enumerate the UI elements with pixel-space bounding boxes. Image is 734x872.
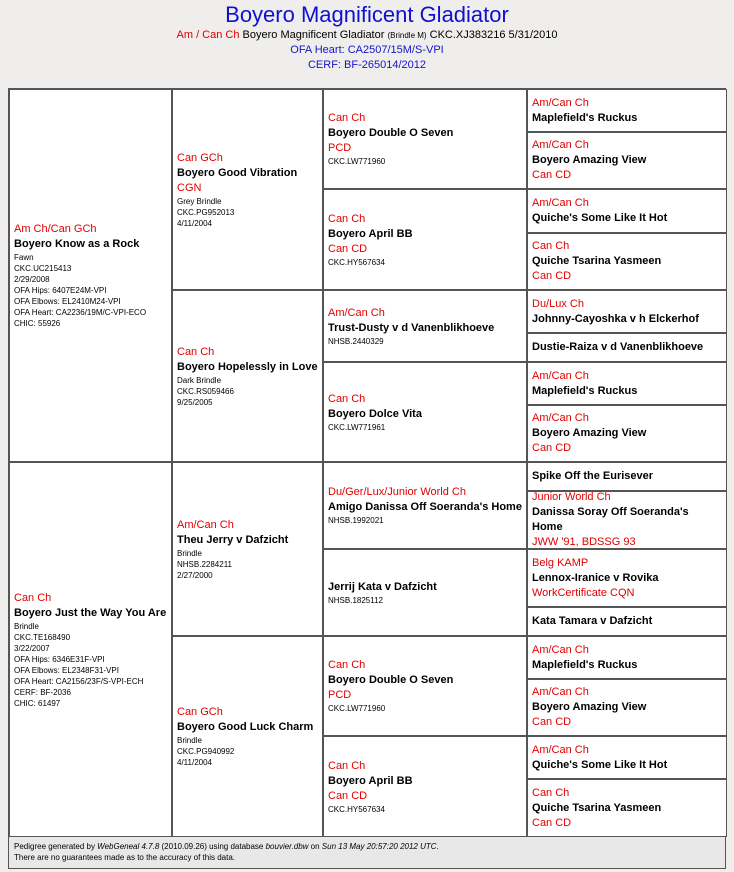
dog-name: Boyero Good Vibration: [177, 166, 298, 179]
dog-title: Can Ch: [177, 345, 215, 358]
pedigree-cell-g4-15: [527, 736, 727, 779]
dog-name: Jerrij Kata v Dafzicht: [328, 580, 437, 593]
dog-name: Maplefield's Ruckus: [532, 111, 638, 124]
dog-title: Can Ch: [14, 591, 52, 604]
dog-suffix: PCD: [328, 689, 352, 701]
dog-name: Boyero Know as a Rock: [14, 238, 140, 250]
dog-title: Can Ch: [328, 212, 366, 225]
dog-detail: CKC.HY567634: [328, 804, 385, 814]
dog-title: Am Ch/Can GCh: [14, 223, 97, 235]
dog-detail: CKC.HY567634: [328, 257, 385, 267]
dog-detail: OFA Elbows: EL2348F31-VPI: [14, 665, 119, 675]
pedigree-cell-g4-2: [527, 132, 727, 189]
dog-name: Boyero Hopelessly in Love: [177, 360, 318, 373]
footer-note: [8, 836, 726, 869]
pedigree-cell-g4-9: [527, 462, 727, 491]
subject-ofa-heart: OFA Heart: CA2507/15M/S-VPI: [290, 44, 444, 56]
dog-detail: Dark Brindle: [177, 375, 222, 385]
dog-name: Boyero Amazing View: [532, 427, 647, 439]
footer-database: bouvier.dbw: [265, 842, 309, 851]
dog-name: Quiche's Some Like It Hot: [532, 212, 668, 224]
dog-title: Am/Can Ch: [532, 139, 589, 151]
footer-line-1: [14, 841, 720, 852]
dog-suffix: Can CD: [532, 716, 572, 728]
dog-name: Spike Off the Eurisever: [532, 470, 654, 482]
pedigree-cell-g4-7: [527, 362, 727, 405]
footer-date: Sun 13 May 20:57:20 2012 UTC: [321, 842, 437, 851]
dog-name: Lennox-Iranice v Rovika: [532, 571, 659, 584]
dog-name: Amigo Danissa Off Soeranda's Home: [328, 501, 522, 513]
dog-detail: 4/11/2004: [177, 758, 212, 767]
dog-title: Can Ch: [532, 240, 570, 252]
dog-detail: OFA Hips: 6407E24M-VPI: [14, 286, 107, 295]
dog-name: Kata Tamara v Dafzicht: [532, 615, 653, 627]
pedigree-cell-g3-2: [323, 189, 527, 290]
dog-detail: CERF: BF-2036: [14, 687, 71, 697]
dog-name: Boyero Dolce Vita: [328, 407, 422, 420]
subject-color-sex: (Brindle M): [387, 31, 427, 40]
pedigree-cell-g4-13: [527, 636, 727, 679]
dog-detail: OFA Hips: 6346E31F-VPI: [14, 654, 105, 664]
pedigree-cell-g4-11: [527, 549, 727, 607]
dog-detail: NHSB.1825112: [328, 595, 383, 605]
pedigree-cell-g4-10: [527, 491, 727, 549]
dog-title: Am/Can Ch: [532, 96, 589, 109]
dog-detail: 9/25/2005: [177, 397, 213, 407]
dog-title: Can Ch: [328, 759, 366, 772]
pedigree-cell-g4-6: [527, 333, 727, 362]
dog-title: Junior World Ch: [532, 491, 611, 503]
dog-title: Can Ch: [328, 659, 366, 671]
dog-name: Boyero Double O Seven: [328, 674, 454, 686]
dog-suffix: CGN: [177, 181, 202, 194]
pedigree-cell-g4-12: [527, 607, 727, 636]
dog-detail: CKC.PG940992: [177, 747, 235, 756]
pedigree-cell-g3-1: [323, 89, 527, 189]
dog-title: Am/Can Ch: [532, 369, 589, 382]
pedigree-cell-g4-8: [527, 405, 727, 462]
dog-name: Boyero Amazing View: [532, 154, 647, 166]
dog-name: Boyero Just the Way You Are: [14, 606, 167, 619]
subject-titles: Am / Can Ch: [176, 29, 240, 41]
pedigree-cell-g1-1: [9, 89, 172, 462]
footer-line-2: There are no guarantees made as to the accuracy of this data.: [14, 853, 236, 862]
dog-title: Am/Can Ch: [532, 412, 589, 424]
dog-detail: OFA Heart: CA2156/23F/S-VPI-ECH: [14, 676, 144, 686]
dog-detail: 2/27/2000: [177, 570, 213, 580]
dog-detail: Brindle: [177, 736, 202, 745]
dog-detail: Fawn: [14, 253, 34, 262]
dog-detail: CHIC: 61497: [14, 698, 61, 708]
dog-detail: Brindle: [177, 548, 202, 558]
pedigree-cell-g4-16: [527, 779, 727, 837]
pedigree-cell-g4-14: [527, 679, 727, 736]
dog-name: Trust-Dusty v d Vanenblikhoeve: [328, 321, 495, 334]
dog-name: Danissa Soray Off Soeranda's Home: [532, 506, 689, 533]
dog-detail: CKC.LW771960: [328, 157, 386, 166]
footer-text: (2010.09.26) using database: [159, 842, 266, 851]
dog-name: Boyero April BB: [328, 227, 413, 240]
dog-title: Am/Can Ch: [328, 306, 385, 319]
footer-text: Pedigree generated by: [14, 842, 98, 851]
dog-suffix: Can CD: [328, 789, 368, 802]
pedigree-cell-g4-3: [527, 189, 727, 233]
dog-detail: CKC.UC215413: [14, 264, 72, 273]
dog-suffix: Can CD: [532, 169, 572, 181]
dog-detail: CKC.PG952013: [177, 207, 235, 217]
dog-name: Boyero Amazing View: [532, 701, 647, 713]
dog-suffix: Can CD: [532, 816, 572, 829]
dog-name: Theu Jerry v Dafzicht: [177, 533, 289, 546]
dog-title: Am/Can Ch: [532, 686, 589, 698]
pedigree-cell-g2-3: [172, 462, 323, 636]
dog-title: Am/Can Ch: [532, 197, 589, 209]
subject-line: [0, 28, 734, 43]
dog-detail: OFA Heart: CA2236/19M/C-VPI-ECO: [14, 308, 147, 317]
dog-detail: NHSB.2284211: [177, 559, 232, 569]
dog-title: Du/Ger/Lux/Junior World Ch: [328, 486, 466, 498]
dog-suffix: WorkCertificate CQN: [532, 586, 635, 599]
pedigree-cell-g3-4: [323, 362, 527, 462]
dog-detail: 3/22/2007: [14, 643, 50, 653]
dog-title: Can Ch: [328, 112, 366, 124]
pedigree-cell-g2-2: [172, 290, 323, 462]
dog-detail: CHIC: 55926: [14, 319, 61, 328]
dog-suffix: Can CD: [532, 442, 572, 454]
pedigree-cell-g3-7: [323, 636, 527, 736]
dog-detail: CKC.TE168490: [14, 632, 71, 642]
dog-name: Johnny-Cayoshka v h Elckerhof: [532, 312, 699, 325]
dog-suffix: Can CD: [328, 242, 368, 255]
dog-name: Maplefield's Ruckus: [532, 658, 638, 671]
dog-detail: NHSB.2440329: [328, 336, 384, 346]
dog-detail: Brindle: [14, 621, 39, 631]
dog-title: Am/Can Ch: [177, 518, 234, 531]
dog-title: Can GCh: [177, 151, 223, 164]
dog-name: Boyero April BB: [328, 774, 413, 787]
dog-title: Du/Lux Ch: [532, 297, 584, 310]
dog-title: Am/Can Ch: [532, 743, 589, 756]
dog-detail: 4/11/2004: [177, 218, 212, 228]
dog-detail: 2/29/2008: [14, 275, 50, 284]
dog-detail: CKC.RS059466: [177, 386, 234, 396]
pedigree-table: [8, 88, 726, 836]
dog-suffix: JWW '91, BDSSG 93: [532, 536, 636, 548]
dog-name: Quiche Tsarina Yasmeen: [532, 255, 662, 267]
dog-title: Can GCh: [177, 706, 223, 718]
dog-name: Maplefield's Ruckus: [532, 384, 638, 397]
dog-detail: CKC.LW771960: [328, 704, 386, 713]
pedigree-cell-g3-3: [323, 290, 527, 362]
pedigree-cell-g2-4: [172, 636, 323, 837]
dog-title: Belg KAMP: [532, 556, 589, 569]
pedigree-cell-g1-2: [9, 462, 172, 837]
dog-suffix: Can CD: [532, 270, 572, 282]
dog-detail: NHSB.1992021: [328, 516, 384, 525]
subject-name: Boyero Magnificent Gladiator: [242, 29, 385, 41]
dog-name: Quiche's Some Like It Hot: [532, 758, 668, 771]
dog-name: Boyero Double O Seven: [328, 127, 454, 139]
pedigree-cell-g2-1: [172, 89, 323, 290]
footer-software: WebGeneal 4.7.8: [97, 842, 160, 851]
dog-name: Boyero Good Luck Charm: [177, 721, 314, 733]
pedigree-cell-g3-8: [323, 736, 527, 837]
pedigree-cell-g3-5: [323, 462, 527, 549]
dog-detail: Grey Brindle: [177, 196, 222, 206]
dog-name: Quiche Tsarina Yasmeen: [532, 801, 662, 814]
dog-title: Am/Can Ch: [532, 643, 589, 656]
page-title: Boyero Magnificent Gladiator: [225, 2, 509, 27]
pedigree-header: [0, 0, 734, 73]
subject-cerf: CERF: BF-265014/2012: [307, 59, 426, 71]
pedigree-cell-g3-6: [323, 549, 527, 636]
dog-title: Can Ch: [328, 392, 366, 405]
pedigree-cell-g4-1: [527, 89, 727, 132]
dog-detail: CKC.LW771961: [328, 422, 386, 432]
dog-title: Can Ch: [532, 786, 570, 799]
dog-detail: OFA Elbows: EL2410M24-VPI: [14, 297, 121, 306]
footer-text: .: [436, 842, 439, 851]
dog-suffix: PCD: [328, 142, 352, 154]
pedigree-cell-g4-4: [527, 233, 727, 290]
footer-text: on: [308, 842, 322, 851]
subject-registration: CKC.XJ383216 5/31/2010: [429, 29, 558, 41]
pedigree-cell-g4-5: [527, 290, 727, 333]
dog-name: Dustie-Raiza v d Vanenblikhoeve: [532, 341, 704, 353]
